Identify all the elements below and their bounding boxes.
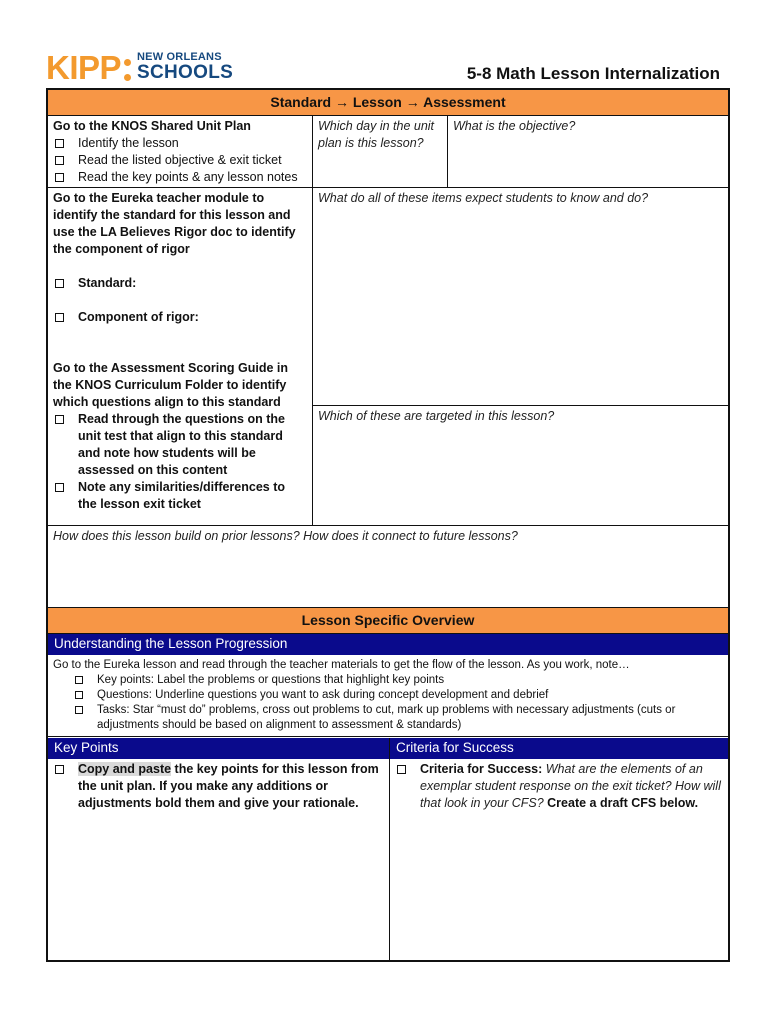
criteria-prompt: What are the elements of an exemplar student response on the exit ticket? How will that look in your CFS? <box>420 762 721 810</box>
checkbox-icon[interactable] <box>55 156 64 165</box>
section-lesson-overview: Lesson Specific Overview <box>48 608 728 634</box>
standard-item[interactable]: Standard: <box>53 275 307 292</box>
criteria-label: Criteria for Success: <box>420 762 543 776</box>
checkbox-icon[interactable] <box>55 313 64 322</box>
progression-item[interactable]: Key points: Label the problems or questions that highlight key points <box>53 673 723 688</box>
unit-plan-cell <box>48 116 313 188</box>
criteria-field[interactable] <box>390 759 728 960</box>
key-points-field[interactable] <box>48 759 390 960</box>
lesson-day-field[interactable] <box>313 116 448 188</box>
key-points-highlight: Copy and paste <box>78 762 172 776</box>
section-standard-lesson-assessment: Standard → Lesson → Assessment <box>48 90 728 116</box>
objective-field[interactable] <box>448 116 728 188</box>
logo-line2: SCHOOLS <box>137 62 234 83</box>
objective-prompt: What is the objective? <box>453 119 576 133</box>
checkbox-icon[interactable] <box>55 765 64 774</box>
checkbox-icon[interactable] <box>75 676 83 684</box>
unit-plan-heading: Go to the KNOS Shared Unit Plan <box>53 119 251 133</box>
checkbox-icon[interactable] <box>55 139 64 148</box>
criteria-action: Create a draft CFS below. <box>543 796 699 810</box>
targeted-prompt: Which of these are targeted in this lesson? <box>318 409 555 423</box>
kipp-logo <box>46 50 233 84</box>
assessment-item[interactable]: Note any similarities/differences to the lesson exit ticket <box>53 479 307 513</box>
lesson-connections-prompt: How does this lesson build on prior lessons? How does it connect to future lessons? <box>53 529 518 543</box>
checkbox-icon[interactable] <box>55 415 64 424</box>
key-points-heading: Key Points <box>48 738 390 759</box>
progression-item[interactable]: Tasks: Star “must do” problems, cross out problems to cut, mark up problems with necessary adjustments (cuts or adjustments should be based on alignment to assessment & standards) <box>53 703 723 733</box>
logo-brand: KIPP <box>46 48 122 86</box>
checkbox-icon[interactable] <box>55 279 64 288</box>
progression-item[interactable]: Questions: Underline questions you want to ask during concept development and debrief <box>53 688 723 703</box>
lesson-connections-field[interactable] <box>48 526 728 608</box>
lesson-form <box>46 88 730 962</box>
assessment-item[interactable]: Read through the questions on the unit test that align to this standard and note how students will be assessed on this content <box>53 411 307 479</box>
checkbox-icon[interactable] <box>55 483 64 492</box>
progression-intro: Go to the Eureka lesson and read through the teacher materials to get the flow of the lesson. As you work, note… <box>53 659 630 671</box>
progression-cell <box>48 655 728 737</box>
document-title: 5-8 Math Lesson Internalization <box>466 64 720 83</box>
standard-assessment-cell <box>48 188 313 526</box>
key-points-text: the key points for this lesson from the unit plan. If you make any additions or adjustments bold them and give your rationale. <box>78 762 379 810</box>
lesson-day-prompt: Which day in the unit plan is this lesson? <box>318 119 435 150</box>
unit-plan-item[interactable]: Read the listed objective & exit ticket <box>53 152 307 169</box>
logo-line1: NEW ORLEANS <box>137 51 222 63</box>
checkbox-icon[interactable] <box>55 173 64 182</box>
checkbox-icon[interactable] <box>75 706 83 714</box>
expectations-prompt: What do all of these items expect students to know and do? <box>318 191 649 205</box>
assessment-heading: Go to the Assessment Scoring Guide in the KNOS Curriculum Folder to identify which questions align to this standard <box>53 361 288 409</box>
expectations-field[interactable] <box>313 188 728 406</box>
criteria-heading: Criteria for Success <box>390 738 728 759</box>
rigor-item[interactable]: Component of rigor: <box>53 309 307 326</box>
eureka-heading: Go to the Eureka teacher module to identify the standard for this lesson and use the LA Believes Rigor doc to identify the component of rigor <box>53 191 296 256</box>
progression-heading: Understanding the Lesson Progression <box>48 634 728 655</box>
checkbox-icon[interactable] <box>75 691 83 699</box>
logo-colon-icon <box>124 59 131 81</box>
unit-plan-item[interactable]: Identify the lesson <box>53 135 307 152</box>
checkbox-icon[interactable] <box>397 765 406 774</box>
unit-plan-item[interactable]: Read the key points & any lesson notes <box>53 169 307 186</box>
targeted-field[interactable] <box>313 406 728 526</box>
